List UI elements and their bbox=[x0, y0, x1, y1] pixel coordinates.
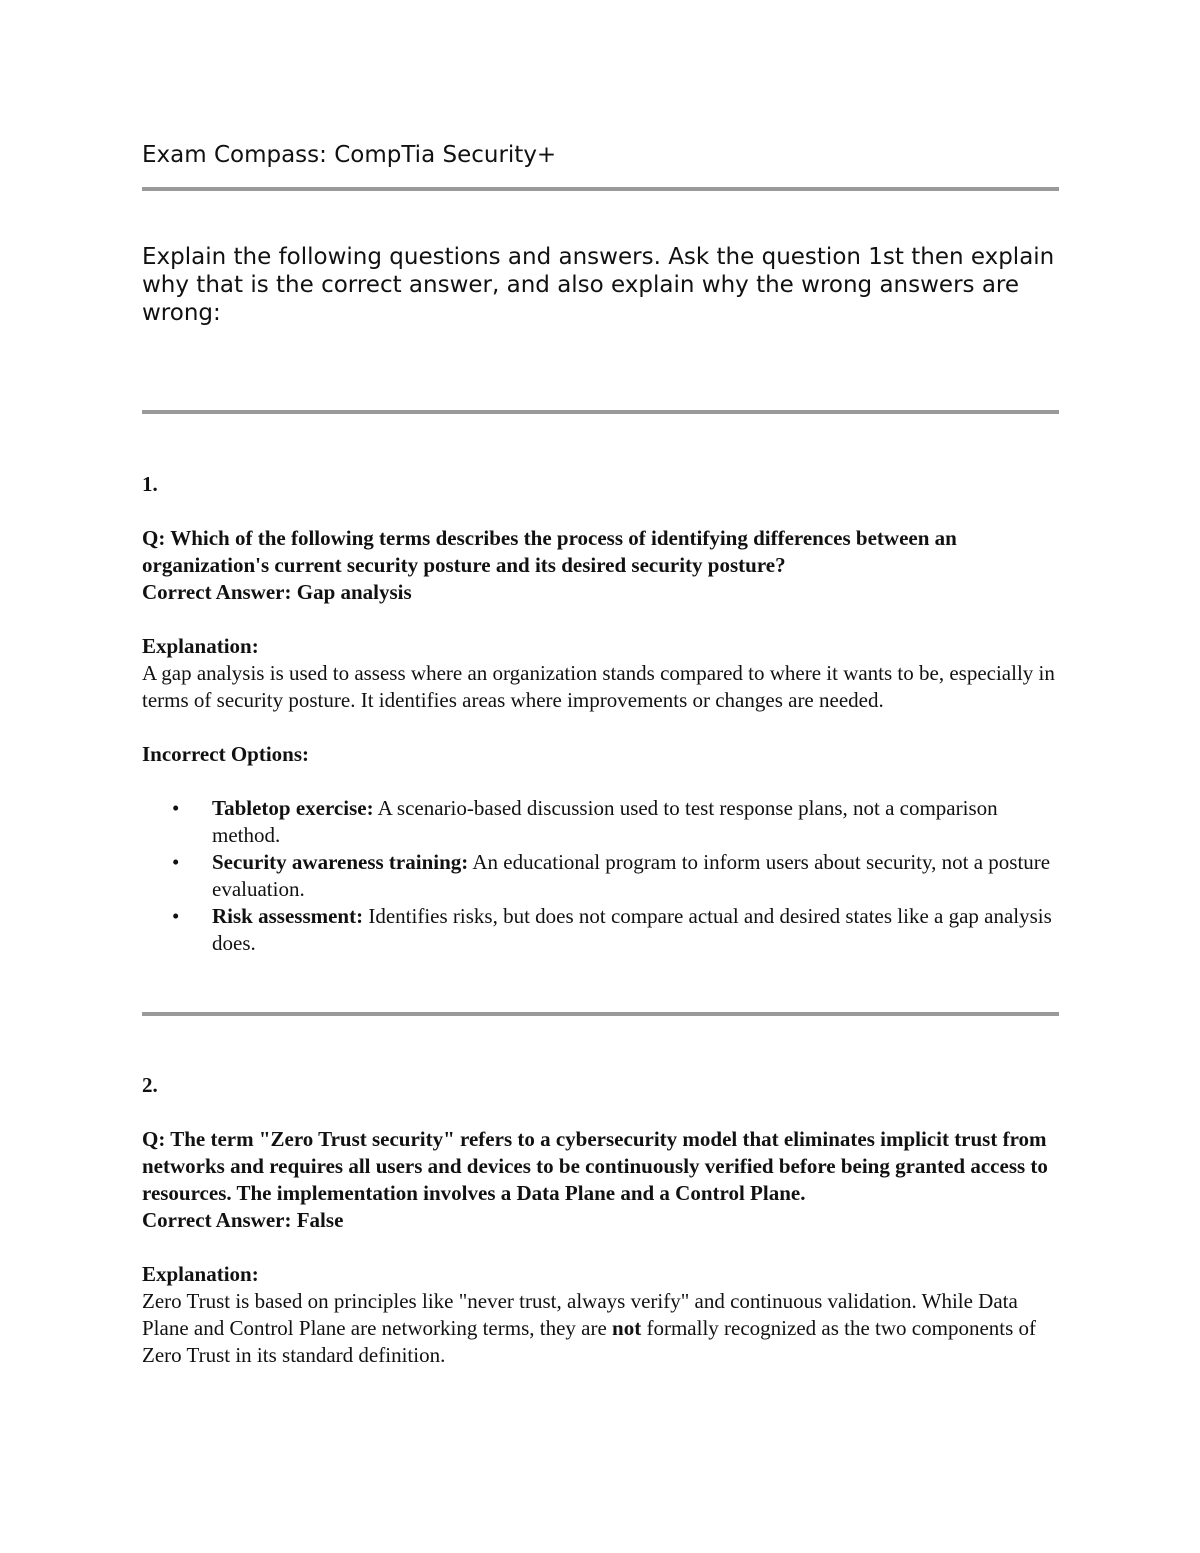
question-text: Q: The term "Zero Trust security" refers to a cybersecurity model that eliminates implicit trust from networks and requires all users and devices to be continuously verified before being granted access to resources. The implementation involves a Data Plane and a Control Plane. bbox=[142, 1127, 1048, 1205]
document-title: Exam Compass: CompTia Security+ bbox=[142, 142, 557, 168]
question-block-2 bbox=[142, 1072, 1059, 1369]
correct-answer bbox=[142, 1207, 1059, 1234]
explanation-emphasis: not bbox=[612, 1316, 642, 1340]
question-block-1 bbox=[142, 471, 1059, 957]
correct-answer-value: Gap analysis bbox=[296, 580, 412, 604]
list-item bbox=[142, 849, 1059, 903]
horizontal-rule bbox=[142, 187, 1059, 191]
explanation-text bbox=[142, 1288, 1059, 1369]
bullet-icon: • bbox=[172, 904, 180, 928]
incorrect-options-label: Incorrect Options: bbox=[142, 742, 310, 766]
question-text: Q: Which of the following terms describes the process of identifying differences between an organization's current security posture and its desired security posture? bbox=[142, 526, 957, 577]
question-number: 1. bbox=[142, 472, 158, 496]
explanation-label: Explanation: bbox=[142, 634, 259, 658]
horizontal-rule bbox=[142, 1012, 1059, 1016]
horizontal-rule bbox=[142, 410, 1059, 414]
correct-answer bbox=[142, 579, 1059, 606]
list-item bbox=[142, 903, 1059, 957]
option-term: Tabletop exercise: bbox=[212, 796, 374, 820]
option-text: Identifies risks, but does not compare actual and desired states like a gap analysis does. bbox=[212, 904, 1052, 955]
bullet-icon: • bbox=[172, 850, 180, 874]
correct-answer-value: False bbox=[296, 1208, 344, 1232]
explanation-text: A gap analysis is used to assess where an organization stands compared to where it wants to be, especially in terms of security posture. It identifies areas where improvements or changes are needed. bbox=[142, 661, 1055, 712]
explanation-part-1: Zero Trust is based on principles like "never trust, always verify" and continuous validation. While Data Plane and Control Plane are networking terms, they are bbox=[142, 1289, 1018, 1340]
question-number: 2. bbox=[142, 1073, 158, 1097]
correct-answer-label: Correct Answer: bbox=[142, 580, 292, 604]
list-item bbox=[142, 795, 1059, 849]
intro-paragraph: Explain the following questions and answers. Ask the question 1st then explain why that is the correct answer, and also explain why the wrong answers are wrong: bbox=[142, 244, 1055, 326]
option-text: An educational program to inform users about security, not a posture evaluation. bbox=[212, 850, 1051, 901]
option-text: A scenario-based discussion used to test response plans, not a comparison method. bbox=[212, 796, 998, 847]
correct-answer-label: Correct Answer: bbox=[142, 1208, 292, 1232]
incorrect-options-list bbox=[142, 795, 1059, 957]
option-term: Security awareness training: bbox=[212, 850, 469, 874]
option-term: Risk assessment: bbox=[212, 904, 364, 928]
bullet-icon: • bbox=[172, 796, 180, 820]
explanation-part-2: formally recognized as the two components of Zero Trust in its standard definition. bbox=[142, 1316, 1037, 1367]
explanation-label: Explanation: bbox=[142, 1262, 259, 1286]
